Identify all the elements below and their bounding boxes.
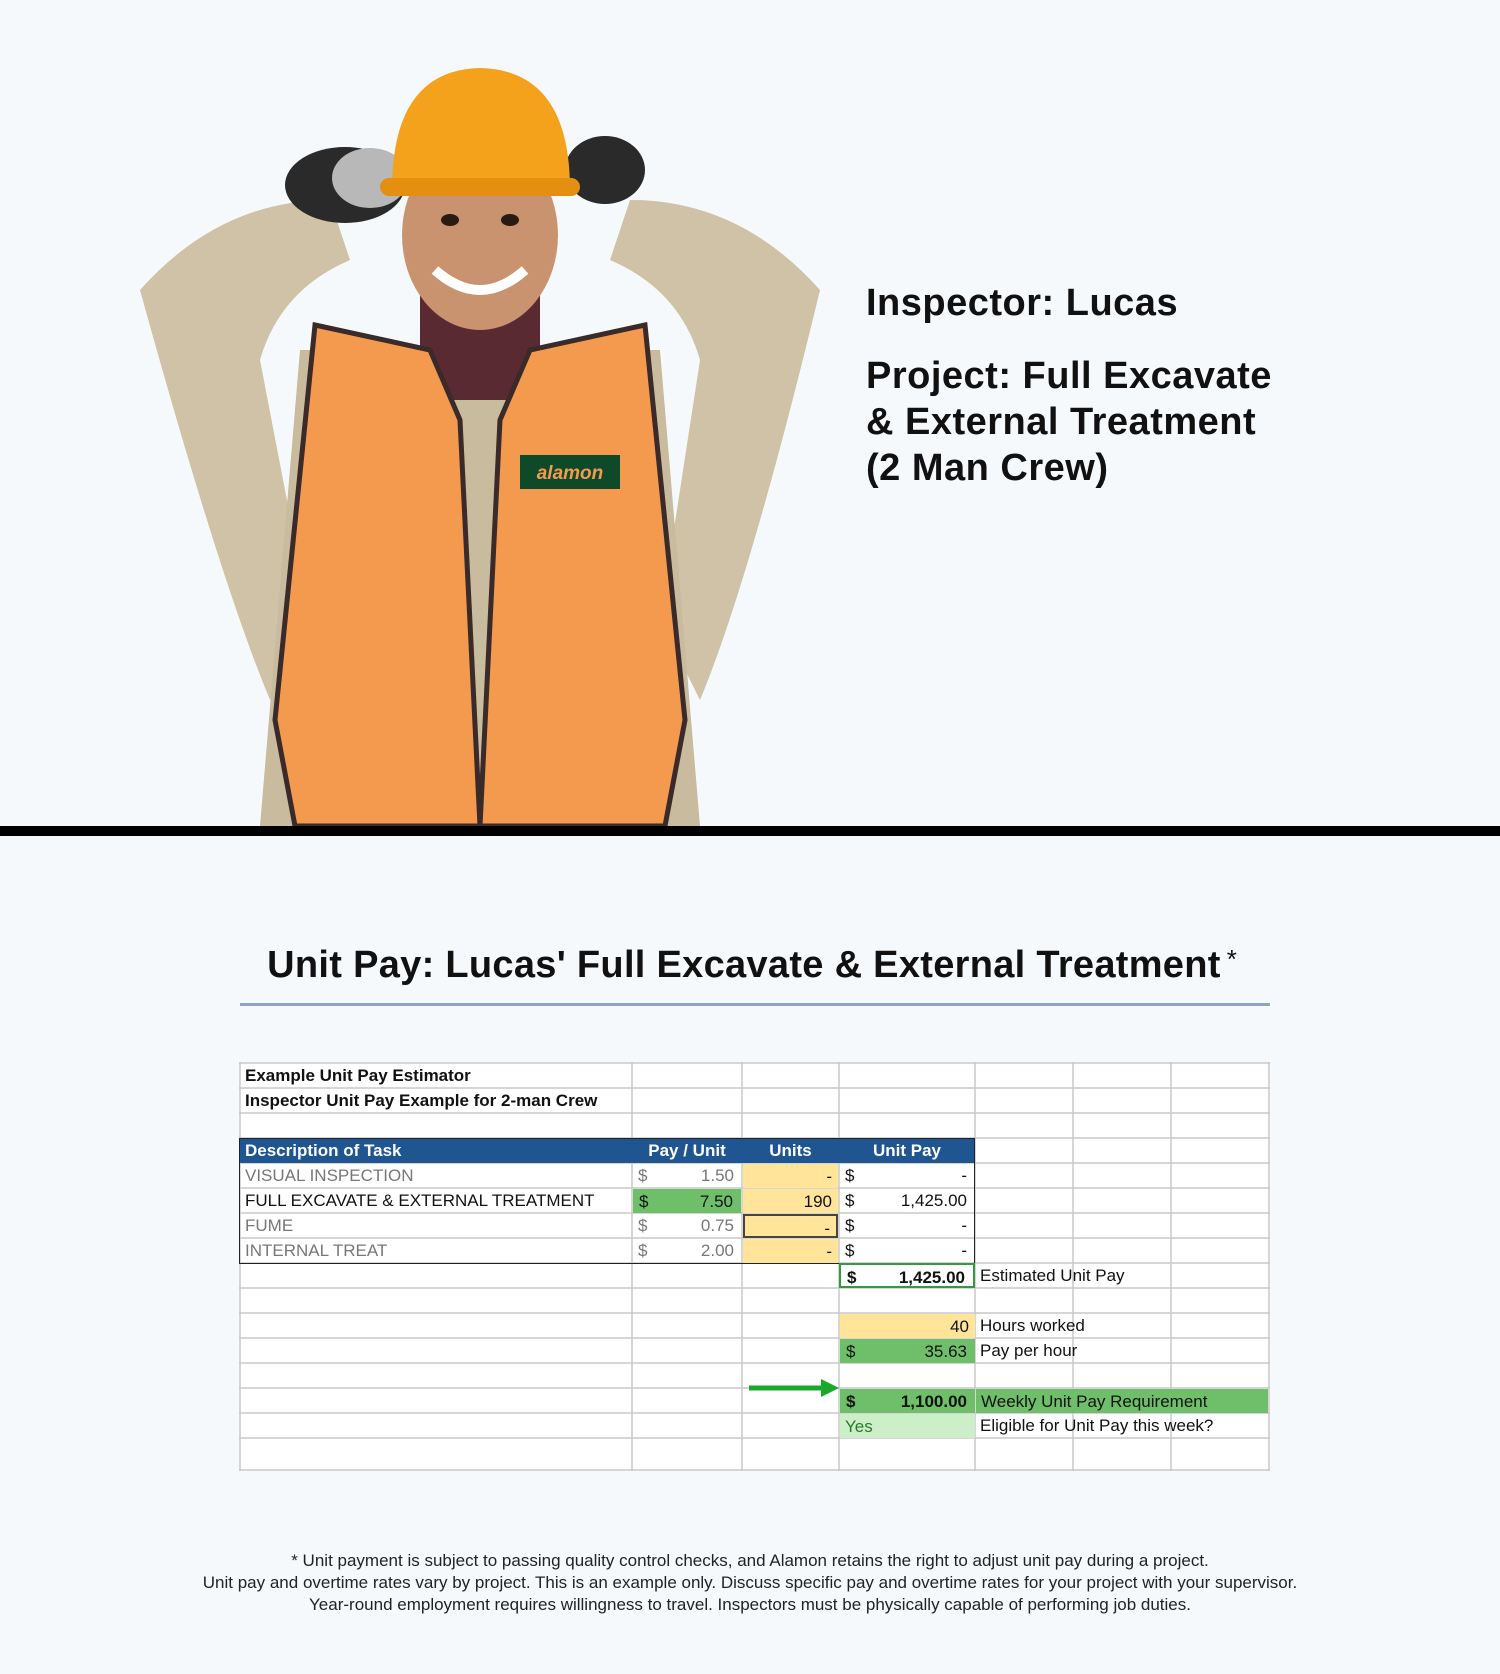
task-row-1-description: VISUAL INSPECTION bbox=[245, 1166, 414, 1185]
estimated-unit-pay-label: Estimated Unit Pay bbox=[980, 1266, 1125, 1285]
task-row-4-unit-pay: $ - bbox=[845, 1241, 967, 1260]
footnote-line-1: * Unit payment is subject to passing quality control checks, and Alamon retains the right to adjust unit pay during a project. bbox=[291, 1551, 1209, 1570]
inspector-label: Inspector: Lucas bbox=[866, 282, 1179, 324]
section-title bbox=[234, 944, 1270, 987]
sheet-title-2: Inspector Unit Pay Example for 2-man Crew bbox=[245, 1091, 598, 1110]
right-eye bbox=[501, 214, 519, 226]
task-table-border bbox=[239, 1138, 975, 1264]
eligibility-value: Yes bbox=[840, 1414, 975, 1438]
project-line-3: (2 Man Crew) bbox=[866, 447, 1109, 489]
task-row-2-units-input[interactable]: 190 bbox=[743, 1189, 838, 1213]
info-panel bbox=[866, 282, 1426, 491]
footnote-line-3: Year-round employment requires willingness to travel. Inspectors must be physically capable of performing job duties. bbox=[309, 1595, 1191, 1614]
task-row-2-pay: $ 7.50 bbox=[633, 1189, 741, 1213]
task-row-2-description: FULL EXCAVATE & EXTERNAL TREATMENT bbox=[245, 1191, 595, 1210]
disclaimer-footnote bbox=[0, 1550, 1500, 1616]
header-description: Description of Task bbox=[240, 1138, 632, 1163]
green-arrow-icon bbox=[749, 1377, 839, 1399]
eligibility-label: Eligible for Unit Pay this week? bbox=[980, 1416, 1214, 1435]
task-row-4-description: INTERNAL TREAT bbox=[245, 1241, 388, 1260]
vest-right bbox=[480, 325, 685, 826]
task-row-4-pay: $ 2.00 bbox=[638, 1241, 734, 1260]
task-row-3-pay: $ 0.75 bbox=[638, 1216, 734, 1235]
vest-logo-text: alamon bbox=[536, 463, 604, 484]
hours-worked-input[interactable]: 40 bbox=[840, 1314, 975, 1338]
weekly-requirement-label: Weekly Unit Pay Requirement bbox=[976, 1389, 1268, 1413]
section-divider bbox=[0, 826, 1500, 836]
task-row-1-units-input[interactable]: - bbox=[743, 1164, 838, 1188]
hero-section bbox=[0, 0, 1500, 826]
section-title-asterisk: * bbox=[1226, 944, 1237, 974]
sheet-title-1: Example Unit Pay Estimator bbox=[245, 1066, 471, 1085]
estimated-unit-pay-value: $ 1,425.00 bbox=[839, 1263, 975, 1288]
project-line-1: Project: Full Excavate bbox=[866, 355, 1272, 397]
task-row-1-unit-pay: $ - bbox=[845, 1166, 967, 1185]
project-label bbox=[866, 353, 1426, 491]
unit-pay-spreadsheet bbox=[239, 1062, 1270, 1471]
hours-worked-label: Hours worked bbox=[980, 1316, 1085, 1335]
weekly-requirement-value: $ 1,100.00 bbox=[840, 1389, 975, 1413]
hard-hat-brim bbox=[380, 178, 580, 196]
header-units: Units bbox=[742, 1138, 839, 1163]
task-row-3-unit-pay: $ - bbox=[845, 1216, 967, 1235]
task-row-1-pay: $ 1.50 bbox=[638, 1166, 734, 1185]
pay-per-hour-value: $ 35.63 bbox=[840, 1339, 975, 1363]
project-line-2: & External Treatment bbox=[866, 401, 1257, 443]
hard-hat bbox=[392, 68, 570, 190]
section-title-text: Unit Pay: Lucas' Full Excavate & External Treatment bbox=[267, 944, 1221, 986]
right-glove bbox=[565, 136, 645, 204]
header-unit-pay: Unit Pay bbox=[839, 1138, 975, 1163]
task-row-3-description: FUME bbox=[245, 1216, 294, 1235]
title-underline bbox=[240, 1003, 1270, 1006]
footnote-line-2: Unit pay and overtime rates vary by project. This is an example only. Discuss specific pay and overtime rates for your project with your supervisor. bbox=[202, 1573, 1298, 1592]
left-eye bbox=[441, 214, 459, 226]
task-row-2-unit-pay: $ 1,425.00 bbox=[845, 1191, 967, 1210]
header-pay-per-unit: Pay / Unit bbox=[632, 1138, 742, 1163]
inspector-photo bbox=[100, 60, 860, 826]
task-row-4-units-input[interactable]: - bbox=[743, 1239, 838, 1263]
task-row-3-units-input[interactable]: - bbox=[743, 1214, 838, 1238]
pay-per-hour-label: Pay per hour bbox=[980, 1341, 1078, 1360]
vest-left bbox=[275, 325, 480, 826]
